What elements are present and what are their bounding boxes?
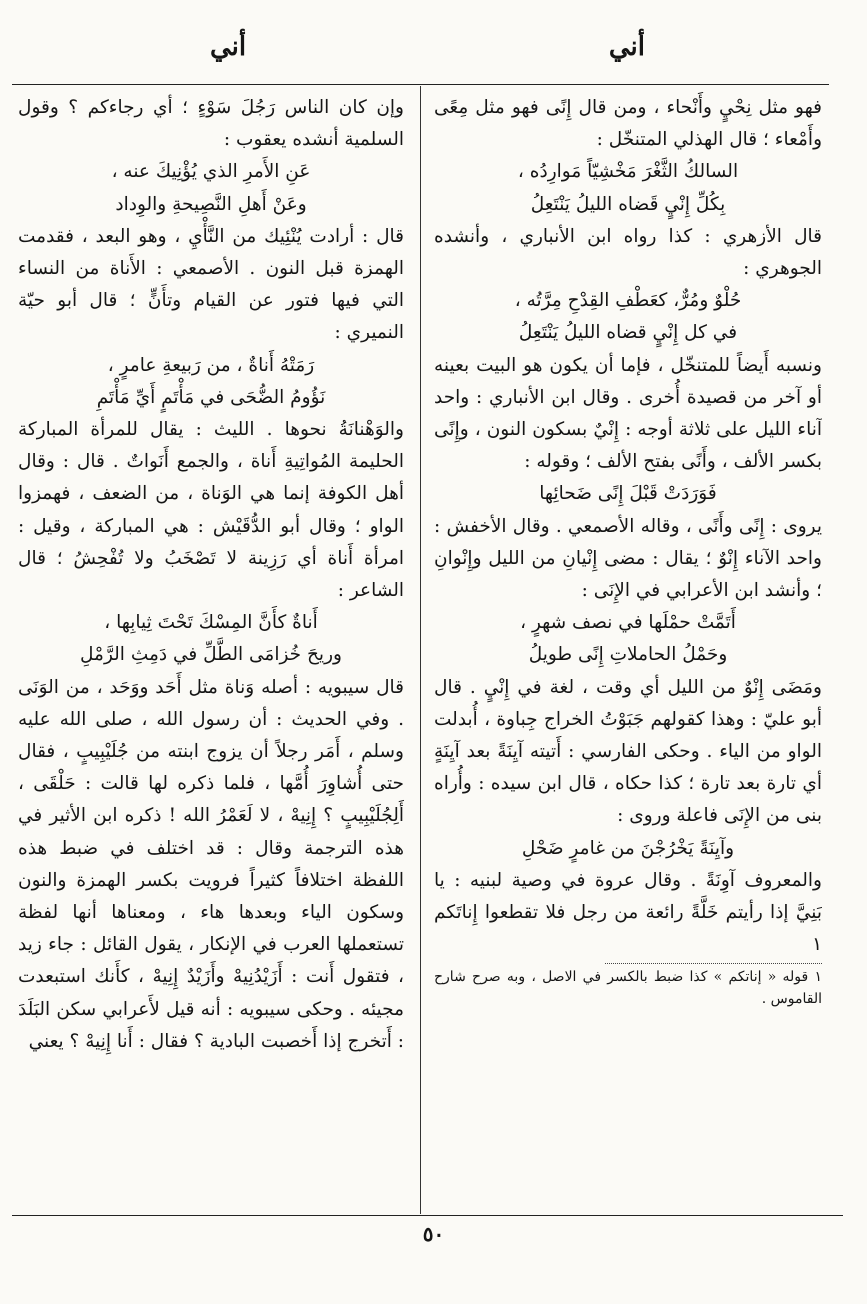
right-column (434, 92, 822, 1212)
paragraph: فهو مثل نِحْيٍ وأَنْحاء ، ومن قال إِنًى فهو مثل مِعًى وأَمْعاء ؛ قال الهذلي المتنخّل : (434, 97, 822, 151)
page-number: ٥٠ (422, 1222, 445, 1246)
paragraph: والمعروف آوِنَةً . وقال عروة في وصية لبنيه : يا بَنِيَّ إذا رأيتم خَلَّةً رائعة من رجل فلا تقطعوا إِناتَكم ١ (434, 869, 822, 956)
footnote: ١ قوله « إناتكم » كذا ضبط بالكسر في الاصل ، وبه صرح شارح القاموس . (434, 969, 822, 1008)
paragraph: ونسبه أَيضاً للمتنخّل ، فإما أن يكون هو البيت بعينه أو آخر من قصيدة أُخرى . وقال ابن الأنباري : واحد آناء الليل على ثلاثة أوجه : إِنْيٌ بسكون النون ، وإِنًى بكسر الألف ، وأَنًى بفتح الألف ؛ وقوله : (434, 354, 822, 473)
top-rule (12, 84, 829, 85)
verse-line: فَوَرَدَتْ قَبْلَ إِنًى ضَحائِها (539, 483, 717, 505)
header-word-right: أني (608, 32, 645, 62)
bottom-rule (12, 1215, 843, 1216)
column-divider (420, 86, 421, 1214)
header-word-left: أني (210, 32, 247, 62)
verse-line: أَناةٌ كأَنَّ المِسْكَ تَحْتَ ثِيابِها ، (104, 612, 318, 634)
paragraph: قال الأزهري : كذا رواه ابن الأنباري ، وأنشده الجوهري : (434, 225, 822, 280)
paragraph: وإن كان الناس رَجُلَ سَوْءٍ ؛ أي رجاءكم ؟ وقول السلمية أنشده يعقوب : (18, 97, 404, 151)
paragraph: قال سيبويه : أصله وَناة مثل أَحَد ووَحَد ، من الوَنَى . وفي الحديث : أن رسول الله ، صلى الله عليه وسلم ، أَمَر رجلاً أن يزوج ابنته من جُلَيْبِيبٍ ، فقال حتى أُشاوِرَ أُمَّها ، فلما ذكره لها قالت : حَلْقَى ، أَلِجُلَيْبِيبٍ ؟ إِنِيهْ ، لا لَعَمْرُ الله ! ذكره ابن الأثير في هذه الترجمة وقال : قد اختلف في ضبط هذه اللفظة اختلافاً كثيراً فرويت بكسر الهمزة والنون وسكون الياء وبعدها هاء ، ومعناها أنها لفظة تستعملها العرب في الإنكار ، يقول القائل : جاء زيد ، فتقول أَنت : أَزَيْدُنِيهْ وأَزَيْدٌ إِنِيهْ ، كأَنك استبعدت مجيئه . وحكى سيبويه : أنه قيل لأَعرابي سكن البَلَدَ : أَتخرج إذا أَخصبت البادية ؟ فقال : أَنا إِنِيهْ ؟ يعني (18, 676, 404, 1052)
verse-line: وعَنْ أَهلِ النَّصِيحةِ والوِداد (115, 193, 307, 215)
verse-line: السالكُ الثَّغْرَ مَخْشِيّاً مَوارِدُه ، (517, 161, 739, 183)
verse-line: في كل إِنْيٍ قضاه الليلُ يَنْتَعِلُ (518, 322, 738, 344)
verse-line: حُلْوٌ ومُرٌّ، كعَطْفِ القِدْحِ مِرَّتُه ، (514, 290, 742, 312)
paragraph: يروى : إِنًى وأَنًى ، وقاله الأصمعي . وقال الأخفش : واحد الآناء إِنْوٌ ؛ يقال : مضى إِنْيانِ من الليل وإِنْوانِ ؛ وأنشد ابن الأعرابي في الإِنَى : (434, 515, 822, 602)
verse-line: وآيِنَةً يَخْرُجْنَ من غامرٍ ضَحْلِ (521, 837, 735, 859)
verse-line: رَمَتْهُ أَناةٌ ، من رَبيعةِ عامرٍ ، (107, 354, 315, 376)
paragraph: ومَضَى إِنْوٌ من الليل أي وقت ، لغة في إِنْيٍ . قال أبو عليّ : وهذا كقولهم جَبَوْتُ الخراج جِباوة ، أُبدلت الواو من الياء . وحكى الفارسي : أَتيته آيِنَةً بعد آيِنَةٍ أي تارة بعد تارة ؛ كذا حكاه ، قال ابن سيده : وأُراه بنى من الإِنَى فاعلة وروى : (434, 676, 822, 827)
paragraph: قال : أرادت يُنْئِيك من النَّأْيِ ، وهو البعد ، فقدمت الهمزة قبل النون . الأصمعي : الأَناة من النساء التي فيها فتور عن القيام وتأَنٍّ ؛ قال أبو حيّة النميري : (18, 225, 404, 344)
left-column (18, 92, 404, 1212)
verse-line: وحَمْلُ الحاملاتِ إِنًى طويلُ (528, 644, 728, 666)
verse-line: أَتَمَّتْ حمْلَها في نصف شهرٍ ، (520, 612, 736, 634)
verse-line: بِكُلِّ إِنْيٍ قَضاه الليلُ يَنْتَعِلُ (530, 193, 726, 215)
verse-line: نَؤُومُ الضُّحَى في مَأْتَمٍ أَيِّ مَأْتَمِ (96, 386, 326, 408)
paragraph: والوَهْنانَةُ نحوها . الليث : يقال للمرأة المباركة الحليمة المُواتِيةِ أَناة ، والجمع أَنَواتٌ . قال : وقال أهل الكوفة إنما هي الوَناة ، من الضعف ، فهمزوا الواو ؛ وقال أبو الدُّقَيْش : هي المباركة ، وقيل : امرأة أَناة أي رَزِينة لا تَصْخَبُ ولا تُفْحِشُ ؛ قال الشاعر : (18, 419, 404, 602)
verse-line: وريحَ خُزامَى الطَّلِّ في دَمِثِ الرَّمْلِ (80, 644, 342, 666)
footnote-rule (605, 963, 822, 964)
verse-line: عَنِ الأَمرِ الذي يُؤْنِيكَ عنه ، (111, 161, 311, 183)
